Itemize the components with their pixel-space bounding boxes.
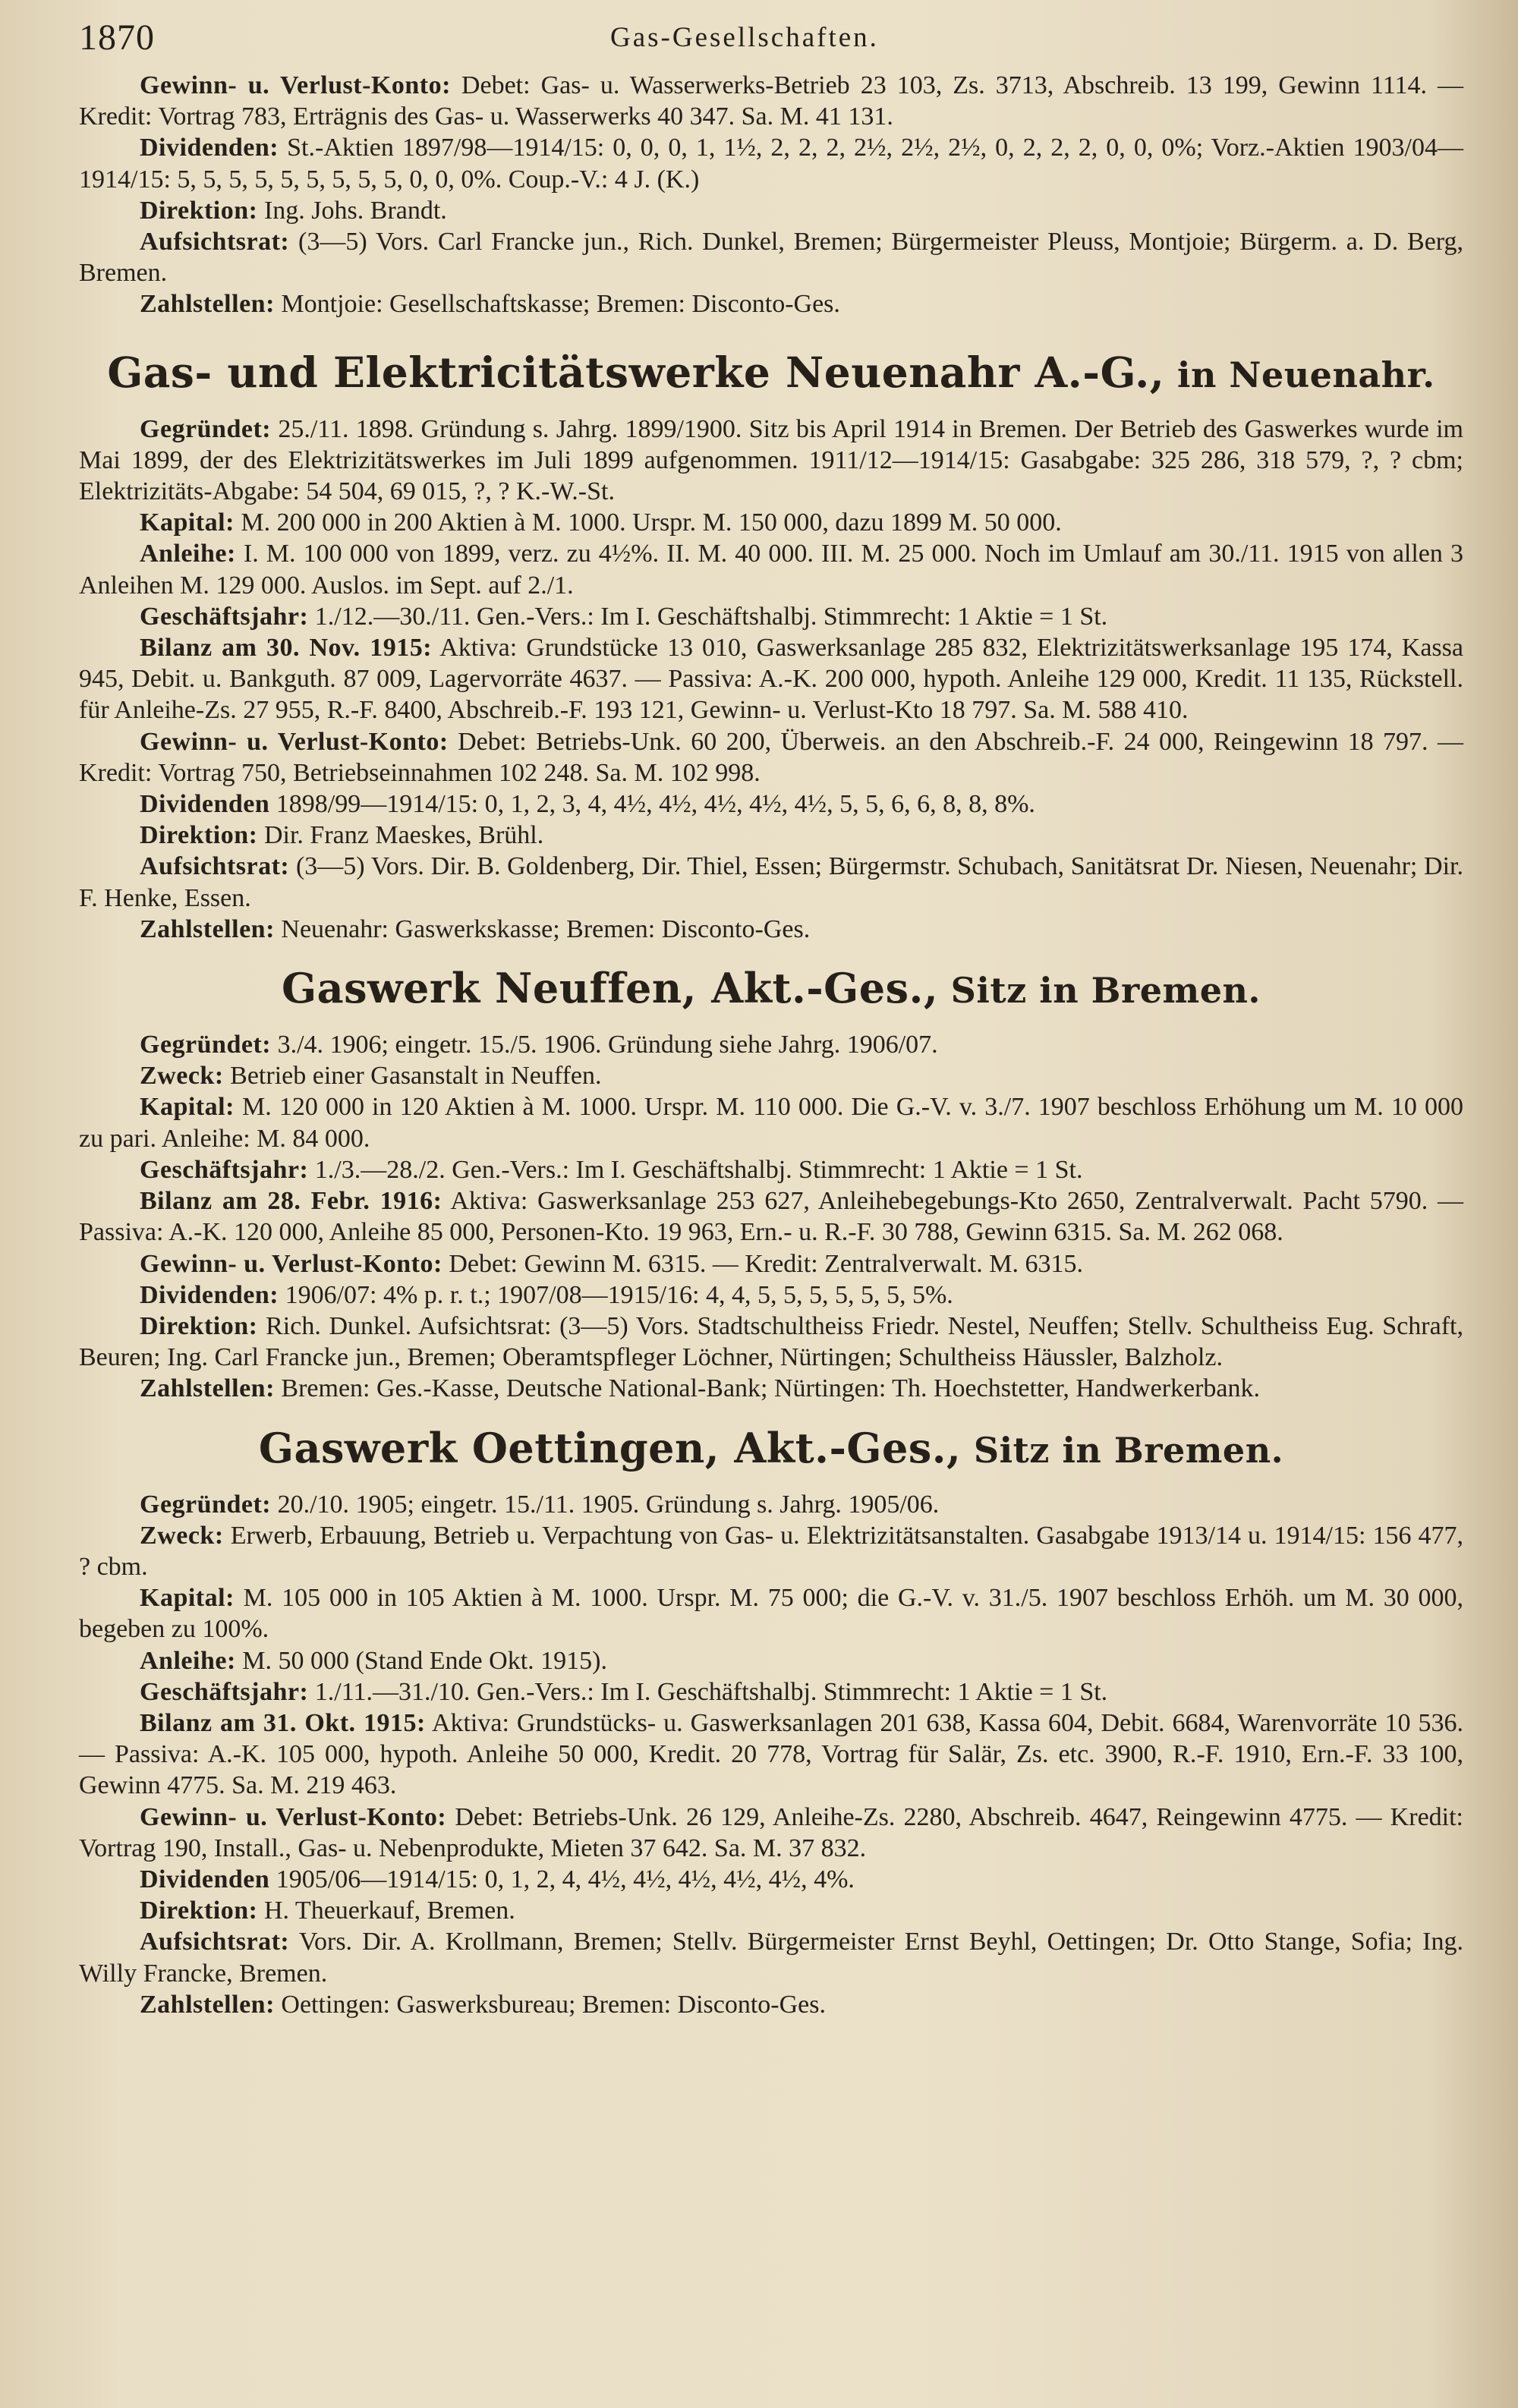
field-kapital: Kapital: M. 120 000 in 120 Aktien à M. 1000. Urspr. M. 110 000. Die G.-V. v. 3./7. 1907 beschloss Erhöhung um M. 10 000 zu pari. Anleihe: M. 84 000. <box>79 1093 1463 1153</box>
page-header <box>79 17 1463 59</box>
field-zahlstellen: Zahlstellen: Montjoie: Gesellschaftskasse; Bremen: Disconto-Ges. <box>140 290 840 319</box>
field-bilanz: Bilanz am 31. Okt. 1915: Aktiva: Grundstücks- u. Gaswerksanlagen 201 638, Kassa 604, Debit. 6684, Warenvorräte 10 536. — Passiva: A.-K. 105 000, hypoth. Anleihe 50 000, Kredit. 20 778, Vortrag für Salär, Zs. etc. 3900, R.-F. 1910, Ern.-F. 33 100, Gewinn 4775. Sa. M. 219 463. <box>79 1708 1463 1800</box>
running-head: Gas-Gesellschaften. <box>610 22 879 53</box>
field-gegruendet: Gegründet: 3./4. 1906; eingetr. 15./5. 1906. Gründung siehe Jahrg. 1906/07. <box>140 1031 938 1059</box>
field-gv-konto: Gewinn- u. Verlust-Konto: Debet: Betriebs-Unk. 60 200, Überweis. an den Abschreib.-F. 24 000, Reingewinn 18 797. — Kredit: Vortrag 750, Betriebseinnahmen 102 248. Sa. M. 102 998. <box>79 727 1463 787</box>
field-gegruendet: Gegründet: 20./10. 1905; eingetr. 15./11. 1905. Gründung s. Jahrg. 1905/06. <box>140 1490 940 1519</box>
field-gegruendet: Gegründet: 25./11. 1898. Gründung s. Jahrg. 1899/1900. Sitz bis April 1914 in Bremen. Der Betrieb des Gaswerkes wurde im Mai 1899, der des Elektrizitätswerkes im Juli 1899 aufgenommen. 1911/12—1914/15: Gasabgabe: 325 286, 318 579, ?, ? cbm; Elektrizitäts-Abgabe: 54 504, 69 015, ?, ? K.-W.-St. <box>79 414 1463 506</box>
company-heading: Gas- und Elektricitätswerke Neuenahr A.-G., in Neuenahr. <box>107 347 1435 397</box>
field-bilanz: Bilanz am 30. Nov. 1915: Aktiva: Grundstücke 13 010, Gaswerksanlage 285 832, Elektrizitätswerksanlage 195 174, Kassa 945, Debit. u. Bankguth. 87 009, Lagervorräte 4637. — Passiva: A.-K. 200 000, hypoth. Anleihe 129 000, Kredit. 11 135, Rückstell. für Anleihe-Zs. 27 955, R.-F. 8400, Abschreib.-F. 193 121, Gewinn- u. Verlust-Kto 18 797. Sa. M. 588 410. <box>79 634 1463 725</box>
field-zweck: Zweck: Erwerb, Erbauung, Betrieb u. Verpachtung von Gas- u. Elektrizitätsanstalten. Gasabgabe 1913/14 u. 1914/15: 156 477, ? cbm. <box>79 1521 1463 1581</box>
field-zahlstellen: Zahlstellen: Bremen: Ges.-Kasse, Deutsche National-Bank; Nürtingen: Th. Hoechstetter, Handwerkerbank. <box>140 1374 1261 1403</box>
entry-neuenahr <box>79 346 1463 945</box>
field-geschaeftsjahr: Geschäftsjahr: 1./12.—30./11. Gen.-Vers.: Im I. Geschäftshalbj. Stimmrecht: 1 Aktie = 1 St. <box>140 602 1108 631</box>
field-geschaeftsjahr: Geschäftsjahr: 1./3.—28./2. Gen.-Vers.: Im I. Geschäftshalbj. Stimmrecht: 1 Aktie = 1 St. <box>140 1155 1083 1184</box>
field-zahlstellen: Zahlstellen: Oettingen: Gaswerksbureau; Bremen: Disconto-Ges. <box>140 1990 826 2019</box>
field-bilanz: Bilanz am 28. Febr. 1916: Aktiva: Gaswerksanlage 253 627, Anleihebegebungs-Kto 2650, Zentralverwalt. Pacht 5790. — Passiva: A.-K. 120 000, Anleihe 85 000, Personen-Kto. 19 963, Ern.- u. R.-F. 30 788, Gewinn 6315. Sa. M. 262 068. <box>79 1187 1463 1247</box>
company-heading: Gaswerk Neuffen, Akt.-Ges., Sitz in Bremen. <box>282 964 1261 1013</box>
field-geschaeftsjahr: Geschäftsjahr: 1./11.—31./10. Gen.-Vers.: Im I. Geschäftshalbj. Stimmrecht: 1 Aktie = 1 St. <box>140 1677 1108 1706</box>
field-gv-konto: Gewinn- u. Verlust-Konto: Debet: Betriebs-Unk. 26 129, Anleihe-Zs. 2280, Abschreib. 4647, Reingewinn 4775. — Kredit: Vortrag 190, Install., Gas- u. Nebenprodukte, Mieten 37 642. Sa. M. 37 832. <box>79 1802 1463 1862</box>
field-zahlstellen: Zahlstellen: Neuenahr: Gaswerkskasse; Bremen: Disconto-Ges. <box>140 914 811 943</box>
field-aufsichtsrat: Aufsichtsrat: (3—5) Vors. Carl Francke jun., Rich. Dunkel, Bremen; Bürgermeister Pleuss, Montjoie; Bürgerm. a. D. Berg, Bremen. <box>79 228 1463 288</box>
field-dividenden: Dividenden 1905/06—1914/15: 0, 1, 2, 4, 4½, 4½, 4½, 4½, 4½, 4%. <box>140 1865 855 1893</box>
entry-continuation <box>79 70 1463 320</box>
field-dividenden: Dividenden: St.-Aktien 1897/98—1914/15: 0, 0, 0, 1, 1½, 2, 2, 2, 2½, 2½, 2½, 0, 2, 2, 2, 0, 0, 0%; Vorz.-Aktien 1903/04—1914/15: 5, 5, 5, 5, 5, 5, 5, 5, 5, 0, 0, 0%. Coup.-V.: 4 J. (K.) <box>79 134 1463 194</box>
entries-container <box>79 70 1463 2020</box>
field-kapital: Kapital: M. 200 000 in 200 Aktien à M. 1000. Urspr. M. 150 000, dazu 1899 M. 50 000. <box>140 508 1062 537</box>
field-dividenden: Dividenden 1898/99—1914/15: 0, 1, 2, 3, 4, 4½, 4½, 4½, 4½, 4½, 5, 5, 6, 6, 8, 8, 8%. <box>140 790 1035 819</box>
field-direktion: Direktion: Rich. Dunkel. Aufsichtsrat: (3—5) Vors. Stadtschultheiss Friedr. Nestel, Neuffen; Stellv. Schultheiss Eug. Schraft, Beuren; Ing. Carl Francke jun., Bremen; Oberamtspfleger Löchner, Nürtingen; Schultheiss Häussler, Balzholz. <box>79 1311 1463 1372</box>
field-kapital: Kapital: M. 105 000 in 105 Aktien à M. 1000. Urspr. M. 75 000; die G.-V. v. 31./5. 1907 beschloss Erhöh. um M. 30 000, begeben zu 100%. <box>79 1584 1463 1644</box>
field-anleihe: Anleihe: I. M. 100 000 von 1899, verz. zu 4½%. II. M. 40 000. III. M. 25 000. Noch im Umlauf am 30./11. 1915 von allen 3 Anleihen M. 129 000. Auslos. im Sept. auf 2./1. <box>79 540 1463 600</box>
field-aufsichtsrat: Aufsichtsrat: Vors. Dir. A. Krollmann, Bremen; Stellv. Bürgermeister Ernst Beyhl, Oettingen; Dr. Otto Stange, Sofia; Ing. Willy Francke, Bremen. <box>79 1928 1463 1988</box>
field-zweck: Zweck: Betrieb einer Gasanstalt in Neuffen. <box>140 1062 602 1091</box>
field-aufsichtsrat: Aufsichtsrat: (3—5) Vors. Dir. B. Goldenberg, Dir. Thiel, Essen; Bürgermstr. Schubach, Sanitätsrat Dr. Niesen, Neuenahr; Dir. F. Henke, Essen. <box>79 852 1463 912</box>
entry-neuffen <box>79 962 1463 1404</box>
company-heading: Gaswerk Oettingen, Akt.-Ges., Sitz in Bremen. <box>258 1423 1284 1472</box>
field-direktion: Direktion: Ing. Johs. Brandt. <box>140 196 447 225</box>
page-number: 1870 <box>79 17 155 58</box>
field-gv-konto: Gewinn- u. Verlust-Konto: Debet: Gas- u. Wasserwerks-Betrieb 23 103, Zs. 3713, Abschreib. 13 199, Gewinn 1114. — Kredit: Vortrag 783, Erträgnis des Gas- u. Wasserwerks 40 347. Sa. M. 41 131. <box>79 71 1463 131</box>
field-anleihe: Anleihe: M. 50 000 (Stand Ende Okt. 1915). <box>140 1646 607 1675</box>
field-gv-konto: Gewinn- u. Verlust-Konto: Debet: Gewinn M. 6315. — Kredit: Zentralverwalt. M. 6315. <box>140 1249 1083 1278</box>
field-dividenden: Dividenden: 1906/07: 4% p. r. t.; 1907/08—1915/16: 4, 4, 5, 5, 5, 5, 5, 5, 5%. <box>140 1280 953 1309</box>
field-direktion: Direktion: Dir. Franz Maeskes, Brühl. <box>140 821 544 850</box>
entry-oettingen <box>79 1421 1463 2020</box>
field-direktion: Direktion: H. Theuerkauf, Bremen. <box>140 1896 515 1925</box>
